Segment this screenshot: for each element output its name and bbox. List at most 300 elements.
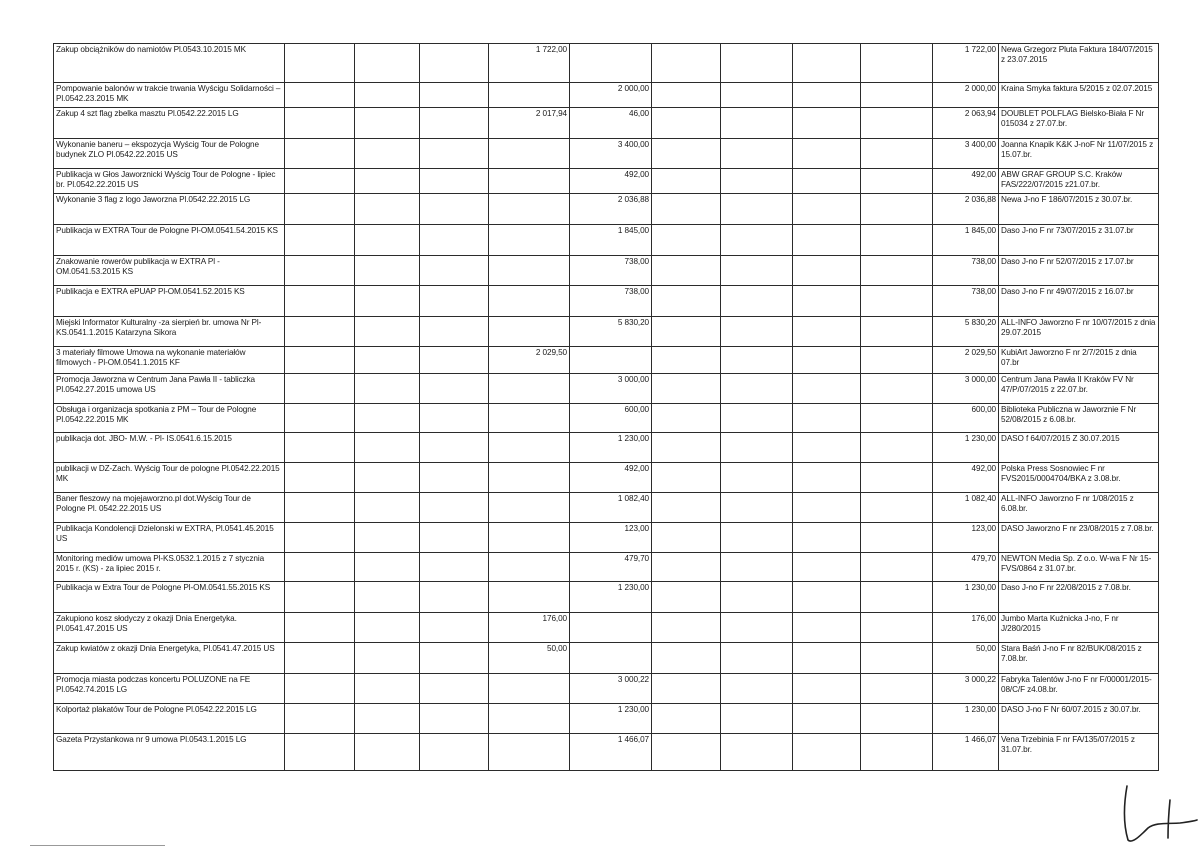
- description-cell: Publikacja w Extra Tour de Pologne Pl-OM.0541.55.2015 KS: [54, 582, 285, 613]
- description-cell: Kolportaż plakatów Tour de Pologne Pl.0542.22.2015 LG: [54, 704, 285, 734]
- amount-cell: [489, 433, 570, 463]
- invoice-note-cell: Daso J-no F nr 49/07/2015 z 16.07.br: [999, 286, 1159, 317]
- description-cell: Wykonanie baneru – ekspozycja Wyścig Tour de Pologne budynek ZLO Pl.0542.22.2015 US: [54, 139, 285, 169]
- description-cell: Promocja Jaworzna w Centrum Jana Pawła II - tabliczka Pl.0542.27.2015 umowa US: [54, 374, 285, 404]
- empty-cell: [355, 582, 420, 613]
- empty-cell: [285, 582, 355, 613]
- empty-cell: [721, 463, 793, 493]
- total-cell: 5 830,20: [933, 317, 999, 347]
- empty-cell: [721, 374, 793, 404]
- empty-cell: [355, 194, 420, 225]
- empty-cell: [285, 83, 355, 108]
- empty-cell: [285, 169, 355, 194]
- empty-cell: [355, 553, 420, 582]
- amount-cell: 3 400,00: [570, 139, 652, 169]
- empty-cell: [285, 347, 355, 374]
- table-row: [54, 523, 1159, 553]
- empty-cell: [420, 108, 489, 139]
- empty-cell: [721, 734, 793, 771]
- description-cell: Znakowanie rowerów publikacja w EXTRA Pl -OM.0541.53.2015 KS: [54, 256, 285, 286]
- amount-cell: 1 845,00: [570, 225, 652, 256]
- total-cell: 479,70: [933, 553, 999, 582]
- empty-cell: [793, 734, 861, 771]
- empty-cell: [355, 404, 420, 433]
- empty-cell: [793, 582, 861, 613]
- empty-cell: [721, 286, 793, 317]
- invoice-note-cell: DASO J-no F Nr 60/07.2015 z 30.07.br.: [999, 704, 1159, 734]
- empty-cell: [420, 194, 489, 225]
- empty-cell: [285, 108, 355, 139]
- amount-cell: 1 230,00: [570, 433, 652, 463]
- empty-cell: [861, 108, 933, 139]
- empty-cell: [285, 674, 355, 704]
- table-body: [54, 44, 1159, 771]
- invoice-note-cell: Stara Baśń J-no F nr 82/BUK/08/2015 z 7.08.br.: [999, 643, 1159, 674]
- table-row: [54, 674, 1159, 704]
- empty-cell: [793, 108, 861, 139]
- table-row: [54, 582, 1159, 613]
- empty-cell: [652, 433, 721, 463]
- invoice-note-cell: Daso J-no F nr 52/07/2015 z 17.07.br: [999, 256, 1159, 286]
- total-cell: 123,00: [933, 523, 999, 553]
- empty-cell: [652, 643, 721, 674]
- description-cell: Publikacja Kondolencji Dzielonski w EXTRA, Pl.0541.45.2015 US: [54, 523, 285, 553]
- amount-cell: [570, 347, 652, 374]
- empty-cell: [721, 582, 793, 613]
- empty-cell: [285, 704, 355, 734]
- total-cell: 1 845,00: [933, 225, 999, 256]
- empty-cell: [420, 286, 489, 317]
- table-row: [54, 83, 1159, 108]
- amount-cell: 1 722,00: [489, 44, 570, 83]
- table-row: [54, 553, 1159, 582]
- empty-cell: [793, 83, 861, 108]
- amount-cell: [489, 83, 570, 108]
- empty-cell: [861, 256, 933, 286]
- total-cell: 1 230,00: [933, 433, 999, 463]
- table-row: [54, 463, 1159, 493]
- empty-cell: [355, 704, 420, 734]
- empty-cell: [355, 108, 420, 139]
- table-row: [54, 286, 1159, 317]
- table-row: [54, 404, 1159, 433]
- empty-cell: [861, 582, 933, 613]
- amount-cell: [489, 704, 570, 734]
- empty-cell: [355, 256, 420, 286]
- table-row: [54, 317, 1159, 347]
- empty-cell: [721, 553, 793, 582]
- amount-cell: 600,00: [570, 404, 652, 433]
- invoice-note-cell: ABW GRAF GROUP S.C. Kraków FAS/222/07/2015 z21.07.br.: [999, 169, 1159, 194]
- empty-cell: [285, 317, 355, 347]
- total-cell: 2 000,00: [933, 83, 999, 108]
- amount-cell: [489, 225, 570, 256]
- empty-cell: [861, 317, 933, 347]
- empty-cell: [861, 286, 933, 317]
- invoice-note-cell: Daso J-no F nr 22/08/2015 z 7.08.br.: [999, 582, 1159, 613]
- table-row: [54, 194, 1159, 225]
- amount-cell: 1 082,40: [570, 493, 652, 523]
- invoice-note-cell: Polska Press Sosnowiec F nr FVS2015/0004704/BKA z 3.08.br.: [999, 463, 1159, 493]
- description-cell: Miejski Informator Kulturalny -za sierpień br. umowa Nr Pl-KS.0541.1.2015 Katarzyna Sikora: [54, 317, 285, 347]
- empty-cell: [355, 674, 420, 704]
- empty-cell: [793, 463, 861, 493]
- empty-cell: [420, 463, 489, 493]
- empty-cell: [420, 317, 489, 347]
- description-cell: Zakup obciążników do namiotów Pl.0543.10.2015 MK: [54, 44, 285, 83]
- empty-cell: [793, 674, 861, 704]
- empty-cell: [861, 704, 933, 734]
- empty-cell: [285, 139, 355, 169]
- amount-cell: [570, 643, 652, 674]
- total-cell: 492,00: [933, 169, 999, 194]
- empty-cell: [793, 347, 861, 374]
- amount-cell: [489, 734, 570, 771]
- description-cell: publikacja dot. JBO- M.W. - Pl- IS.0541.6.15.2015: [54, 433, 285, 463]
- empty-cell: [420, 83, 489, 108]
- empty-cell: [793, 553, 861, 582]
- description-cell: Publikacja w EXTRA Tour de Pologne Pl-OM.0541.54.2015 KS: [54, 225, 285, 256]
- total-cell: 600,00: [933, 404, 999, 433]
- empty-cell: [420, 139, 489, 169]
- total-cell: 492,00: [933, 463, 999, 493]
- description-cell: Zakupiono kosz słodyczy z okazji Dnia Energetyka. Pl.0541.47.2015 US: [54, 613, 285, 643]
- empty-cell: [793, 139, 861, 169]
- empty-cell: [721, 225, 793, 256]
- empty-cell: [420, 225, 489, 256]
- empty-cell: [861, 553, 933, 582]
- empty-cell: [355, 374, 420, 404]
- amount-cell: [489, 139, 570, 169]
- empty-cell: [355, 169, 420, 194]
- total-cell: 2 063,94: [933, 108, 999, 139]
- empty-cell: [721, 523, 793, 553]
- description-cell: Zakup 4 szt flag zbelka masztu Pl.0542.22.2015 LG: [54, 108, 285, 139]
- empty-cell: [652, 256, 721, 286]
- description-cell: Zakup kwiatów z okazji Dnia Energetyka, Pl.0541.47.2015 US: [54, 643, 285, 674]
- empty-cell: [652, 553, 721, 582]
- empty-cell: [355, 286, 420, 317]
- description-cell: 3 materiały filmowe Umowa na wykonanie materiałów filmowych - Pl-OM.0541.1.2015 KF: [54, 347, 285, 374]
- invoice-note-cell: Joanna Knapik K&K J-noF Nr 11/07/2015 z 15.07.br.: [999, 139, 1159, 169]
- invoice-note-cell: DASO f 64/07/2015 Z 30.07.2015: [999, 433, 1159, 463]
- empty-cell: [721, 317, 793, 347]
- invoice-note-cell: Jumbo Marta Kuźnicka J-no, F nr J/280/2015: [999, 613, 1159, 643]
- empty-cell: [793, 286, 861, 317]
- empty-cell: [861, 674, 933, 704]
- empty-cell: [793, 317, 861, 347]
- total-cell: 1 082,40: [933, 493, 999, 523]
- amount-cell: [489, 582, 570, 613]
- description-cell: Publikacja e EXTRA ePUAP Pl-OM.0541.52.2015 KS: [54, 286, 285, 317]
- total-cell: 3 000,22: [933, 674, 999, 704]
- empty-cell: [861, 523, 933, 553]
- empty-cell: [285, 463, 355, 493]
- empty-cell: [793, 433, 861, 463]
- empty-cell: [861, 613, 933, 643]
- amount-cell: 1 466,07: [570, 734, 652, 771]
- amount-cell: 492,00: [570, 463, 652, 493]
- empty-cell: [721, 108, 793, 139]
- description-cell: publikacji w DZ-Zach. Wyścig Tour de pologne Pl.0542.22.2015 MK: [54, 463, 285, 493]
- empty-cell: [721, 347, 793, 374]
- empty-cell: [721, 404, 793, 433]
- empty-cell: [861, 404, 933, 433]
- empty-cell: [355, 83, 420, 108]
- empty-cell: [793, 523, 861, 553]
- empty-cell: [285, 44, 355, 83]
- empty-cell: [652, 523, 721, 553]
- amount-cell: 479,70: [570, 553, 652, 582]
- amount-cell: 492,00: [570, 169, 652, 194]
- empty-cell: [861, 463, 933, 493]
- table-row: [54, 613, 1159, 643]
- empty-cell: [355, 44, 420, 83]
- description-cell: Pompowanie balonów w trakcie trwania Wyścigu Solidarności – Pl.0542.23.2015 MK: [54, 83, 285, 108]
- empty-cell: [285, 523, 355, 553]
- empty-cell: [652, 374, 721, 404]
- total-cell: 1 230,00: [933, 582, 999, 613]
- description-cell: Promocja miasta podczas koncertu POLUZONE na FE Pl.0542.74.2015 LG: [54, 674, 285, 704]
- empty-cell: [861, 734, 933, 771]
- empty-cell: [652, 169, 721, 194]
- invoice-note-cell: Vena Trzebinia F nr FA/135/07/2015 z 31.07.br.: [999, 734, 1159, 771]
- table-row: [54, 108, 1159, 139]
- invoice-note-cell: NEWTON Media Sp. Z o.o. W-wa F Nr 15-FVS/0864 z 31.07.br.: [999, 553, 1159, 582]
- total-cell: 2 029,50: [933, 347, 999, 374]
- empty-cell: [420, 523, 489, 553]
- total-cell: 738,00: [933, 286, 999, 317]
- empty-cell: [355, 734, 420, 771]
- amount-cell: [489, 374, 570, 404]
- amount-cell: [489, 493, 570, 523]
- total-cell: 738,00: [933, 256, 999, 286]
- amount-cell: 1 230,00: [570, 704, 652, 734]
- empty-cell: [793, 194, 861, 225]
- amount-cell: 176,00: [489, 613, 570, 643]
- description-cell: Baner fleszowy na mojejaworzno.pl dot.Wyścig Tour de Pologne Pl. 0542.22.2015 US: [54, 493, 285, 523]
- empty-cell: [861, 374, 933, 404]
- empty-cell: [861, 194, 933, 225]
- empty-cell: [652, 404, 721, 433]
- empty-cell: [861, 347, 933, 374]
- empty-cell: [420, 404, 489, 433]
- table-row: [54, 433, 1159, 463]
- empty-cell: [420, 44, 489, 83]
- empty-cell: [793, 256, 861, 286]
- empty-cell: [861, 139, 933, 169]
- empty-cell: [721, 674, 793, 704]
- amount-cell: 1 230,00: [570, 582, 652, 613]
- empty-cell: [285, 286, 355, 317]
- empty-cell: [652, 347, 721, 374]
- empty-cell: [652, 139, 721, 169]
- empty-cell: [420, 582, 489, 613]
- empty-cell: [355, 643, 420, 674]
- table-row: [54, 734, 1159, 771]
- empty-cell: [285, 225, 355, 256]
- empty-cell: [285, 643, 355, 674]
- amount-cell: [489, 286, 570, 317]
- total-cell: 2 036,88: [933, 194, 999, 225]
- empty-cell: [721, 613, 793, 643]
- empty-cell: [793, 643, 861, 674]
- amount-cell: [489, 256, 570, 286]
- empty-cell: [652, 613, 721, 643]
- table-row: [54, 347, 1159, 374]
- invoice-note-cell: KubiArt Jaworzno F nr 2/7/2015 z dnia 07.br: [999, 347, 1159, 374]
- invoice-note-cell: ALL-INFO Jaworzno F nr 1/08/2015 z 6.08.br.: [999, 493, 1159, 523]
- empty-cell: [285, 194, 355, 225]
- expense-table: [53, 43, 1159, 771]
- empty-cell: [285, 613, 355, 643]
- amount-cell: 2 036,88: [570, 194, 652, 225]
- invoice-note-cell: ALL-INFO Jaworzno F nr 10/07/2015 z dnia 29.07.2015: [999, 317, 1159, 347]
- table-row: [54, 256, 1159, 286]
- description-cell: Monitoring mediów umowa Pl-KS.0532.1.2015 z 7 stycznia 2015 r. (KS) - za lipiec 2015 r.: [54, 553, 285, 582]
- empty-cell: [793, 704, 861, 734]
- empty-cell: [420, 256, 489, 286]
- empty-cell: [861, 433, 933, 463]
- empty-cell: [652, 194, 721, 225]
- empty-cell: [652, 734, 721, 771]
- amount-cell: [489, 463, 570, 493]
- table-row: [54, 643, 1159, 674]
- amount-cell: 50,00: [489, 643, 570, 674]
- empty-cell: [355, 225, 420, 256]
- empty-cell: [861, 44, 933, 83]
- empty-cell: [861, 493, 933, 523]
- empty-cell: [861, 643, 933, 674]
- amount-cell: [489, 523, 570, 553]
- empty-cell: [355, 433, 420, 463]
- amount-cell: 46,00: [570, 108, 652, 139]
- empty-cell: [420, 553, 489, 582]
- total-cell: 50,00: [933, 643, 999, 674]
- empty-cell: [721, 83, 793, 108]
- total-cell: 176,00: [933, 613, 999, 643]
- table-row: [54, 44, 1159, 83]
- empty-cell: [420, 433, 489, 463]
- empty-cell: [793, 169, 861, 194]
- amount-cell: 738,00: [570, 256, 652, 286]
- empty-cell: [721, 169, 793, 194]
- amount-cell: 2 017,94: [489, 108, 570, 139]
- empty-cell: [721, 493, 793, 523]
- description-cell: Obsługa i organizacja spotkania z PM – Tour de Pologne Pl.0542.22.2015 MK: [54, 404, 285, 433]
- amount-cell: [489, 404, 570, 433]
- table-row: [54, 493, 1159, 523]
- amount-cell: 2 029,50: [489, 347, 570, 374]
- invoice-note-cell: Kraina Smyka faktura 5/2015 z 02.07.2015: [999, 83, 1159, 108]
- amount-cell: [570, 613, 652, 643]
- invoice-note-cell: Centrum Jana Pawła II Kraków FV Nr 47/P/07/2015 z 22.07.br.: [999, 374, 1159, 404]
- amount-cell: [489, 169, 570, 194]
- empty-cell: [793, 493, 861, 523]
- empty-cell: [420, 613, 489, 643]
- amount-cell: [489, 317, 570, 347]
- empty-cell: [420, 674, 489, 704]
- empty-cell: [652, 582, 721, 613]
- signature-mark: [1118, 778, 1198, 848]
- empty-cell: [721, 256, 793, 286]
- empty-cell: [420, 704, 489, 734]
- empty-cell: [285, 404, 355, 433]
- empty-cell: [793, 225, 861, 256]
- invoice-note-cell: DASO Jaworzno F nr 23/08/2015 z 7.08.br.: [999, 523, 1159, 553]
- empty-cell: [652, 108, 721, 139]
- total-cell: 3 000,00: [933, 374, 999, 404]
- amount-cell: 5 830,20: [570, 317, 652, 347]
- empty-cell: [861, 169, 933, 194]
- empty-cell: [652, 463, 721, 493]
- amount-cell: 3 000,00: [570, 374, 652, 404]
- empty-cell: [861, 83, 933, 108]
- empty-cell: [793, 44, 861, 83]
- empty-cell: [793, 404, 861, 433]
- empty-cell: [721, 704, 793, 734]
- empty-cell: [285, 553, 355, 582]
- amount-cell: [570, 44, 652, 83]
- empty-cell: [861, 225, 933, 256]
- table-row: [54, 225, 1159, 256]
- empty-cell: [285, 493, 355, 523]
- invoice-note-cell: Newa Grzegorz Pluta Faktura 184/07/2015 z 23.07.2015: [999, 44, 1159, 83]
- empty-cell: [420, 493, 489, 523]
- empty-cell: [420, 169, 489, 194]
- empty-cell: [793, 374, 861, 404]
- table-row: [54, 169, 1159, 194]
- invoice-note-cell: DOUBLET POLFLAG Bielsko-Biała F Nr 015034 z 27.07.br.: [999, 108, 1159, 139]
- table-row: [54, 704, 1159, 734]
- description-cell: Wykonanie 3 flag z logo Jaworzna Pl.0542.22.2015 LG: [54, 194, 285, 225]
- empty-cell: [355, 613, 420, 643]
- empty-cell: [652, 317, 721, 347]
- empty-cell: [652, 704, 721, 734]
- empty-cell: [355, 317, 420, 347]
- empty-cell: [793, 613, 861, 643]
- footer-rule: [30, 845, 165, 846]
- empty-cell: [721, 433, 793, 463]
- description-cell: Publikacja w Głos Jaworznicki Wyścig Tour de Pologne - lipiec br. Pl.0542.22.2015 US: [54, 169, 285, 194]
- invoice-note-cell: Fabryka Talentów J-no F nr F/00001/2015-08/C/F z4.08.br.: [999, 674, 1159, 704]
- empty-cell: [285, 256, 355, 286]
- amount-cell: [489, 194, 570, 225]
- empty-cell: [420, 734, 489, 771]
- amount-cell: 123,00: [570, 523, 652, 553]
- empty-cell: [285, 433, 355, 463]
- empty-cell: [721, 194, 793, 225]
- empty-cell: [721, 44, 793, 83]
- total-cell: 3 400,00: [933, 139, 999, 169]
- invoice-note-cell: Daso J-no F nr 73/07/2015 z 31.07.br: [999, 225, 1159, 256]
- amount-cell: [489, 553, 570, 582]
- amount-cell: 3 000,22: [570, 674, 652, 704]
- empty-cell: [355, 523, 420, 553]
- empty-cell: [355, 493, 420, 523]
- total-cell: 1 466,07: [933, 734, 999, 771]
- empty-cell: [652, 493, 721, 523]
- empty-cell: [652, 83, 721, 108]
- amount-cell: 2 000,00: [570, 83, 652, 108]
- table-row: [54, 139, 1159, 169]
- empty-cell: [420, 347, 489, 374]
- empty-cell: [420, 374, 489, 404]
- empty-cell: [652, 44, 721, 83]
- empty-cell: [355, 139, 420, 169]
- total-cell: 1 230,00: [933, 704, 999, 734]
- empty-cell: [721, 643, 793, 674]
